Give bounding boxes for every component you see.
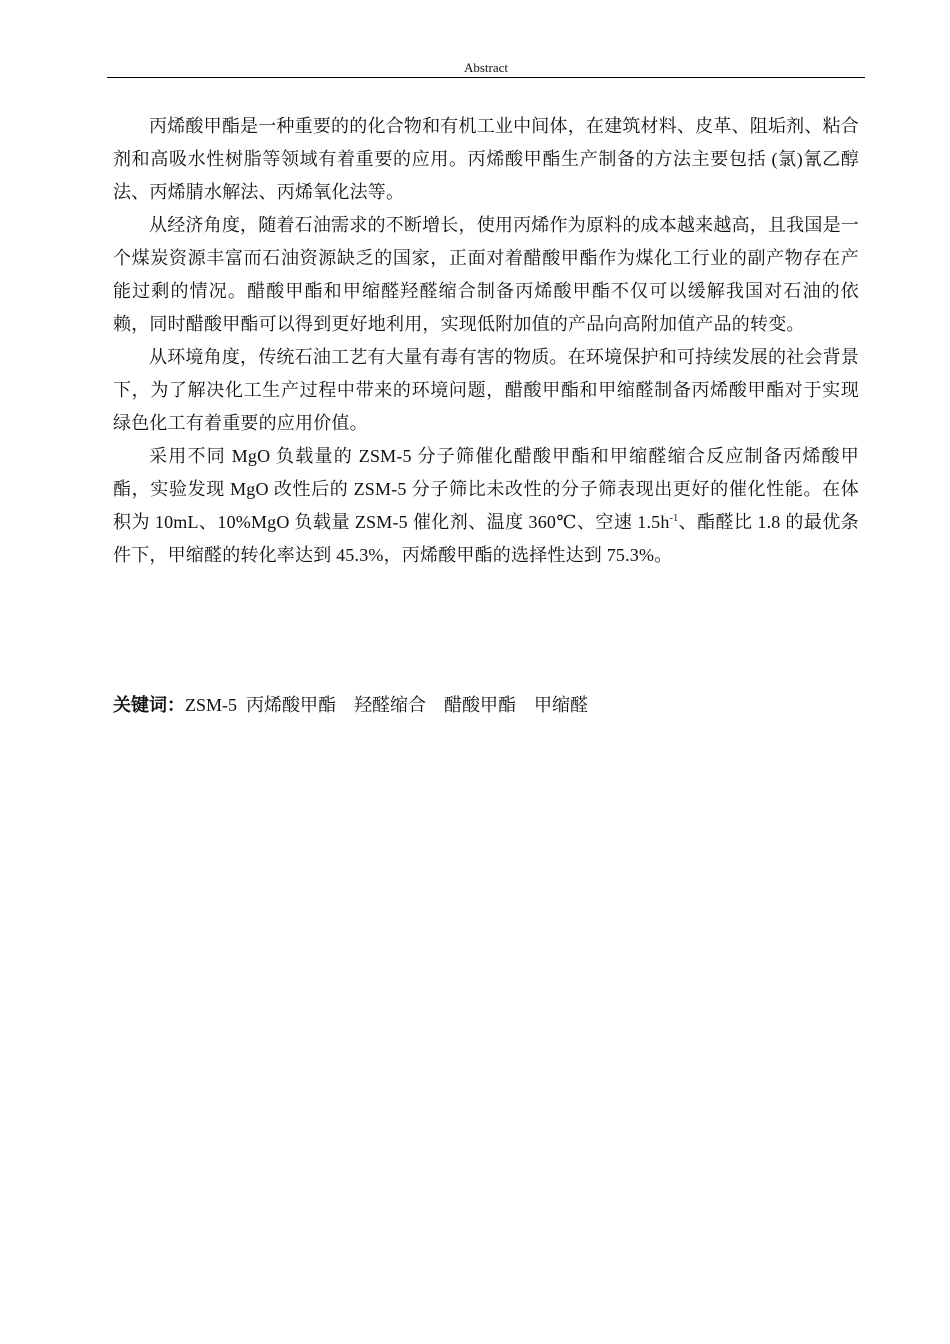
keywords-line	[113, 689, 588, 722]
header-title: Abstract	[463, 60, 509, 75]
paragraph-4-text-after: 、酯醛比 1.8 的最优条件下，甲缩醛的转化率达到 45.3%，丙烯酸甲酯的选择性达到 75.3%。	[113, 512, 859, 565]
paragraph-4-text-before: 采用不同 MgO 负载量的 ZSM-5 分子筛催化醋酸甲酯和甲缩醛缩合反应制备丙烯酸甲酯，实验发现 MgO 改性后的 ZSM-5 分子筛比未改性的分子筛表现出更好的催化性能。在体积为 10mL、10%MgO 负载量 ZSM-5 催化剂、温度 360℃、空速 1.5h	[113, 446, 859, 532]
abstract-body	[113, 110, 859, 572]
abstract-paragraph-4	[113, 440, 859, 572]
keywords-label: 关键词：	[113, 695, 185, 715]
abstract-paragraph-1: 丙烯酸甲酯是一种重要的的化合物和有机工业中间体，在建筑材料、皮革、阻垢剂、粘合剂和高吸水性树脂等领域有着重要的应用。丙烯酸甲酯生产制备的方法主要包括 (氯)氰乙醇法、丙烯腈水解法、丙烯氧化法等。	[113, 116, 859, 202]
page-header	[107, 58, 865, 78]
abstract-paragraph-2: 从经济角度，随着石油需求的不断增长，使用丙烯作为原料的成本越来越高，且我国是一个煤炭资源丰富而石油资源缺乏的国家，正面对着醋酸甲酯作为煤化工行业的副产物存在产能过剩的情况。醋酸甲酯和甲缩醛羟醛缩合制备丙烯酸甲酯不仅可以缓解我国对石油的依赖，同时醋酸甲酯可以得到更好地利用，实现低附加值的产品向高附加值产品的转变。	[113, 215, 859, 334]
keywords-items: ZSM-5 丙烯酸甲酯 羟醛缩合 醋酸甲酯 甲缩醛	[185, 695, 589, 715]
abstract-paragraph-3: 从环境角度，传统石油工艺有大量有毒有害的物质。在环境保护和可持续发展的社会背景下，为了解决化工生产过程中带来的环境问题，醋酸甲酯和甲缩醛制备丙烯酸甲酯对于实现绿色化工有着重要的应用价值。	[113, 347, 859, 433]
unit-superscript: -1	[669, 513, 679, 524]
